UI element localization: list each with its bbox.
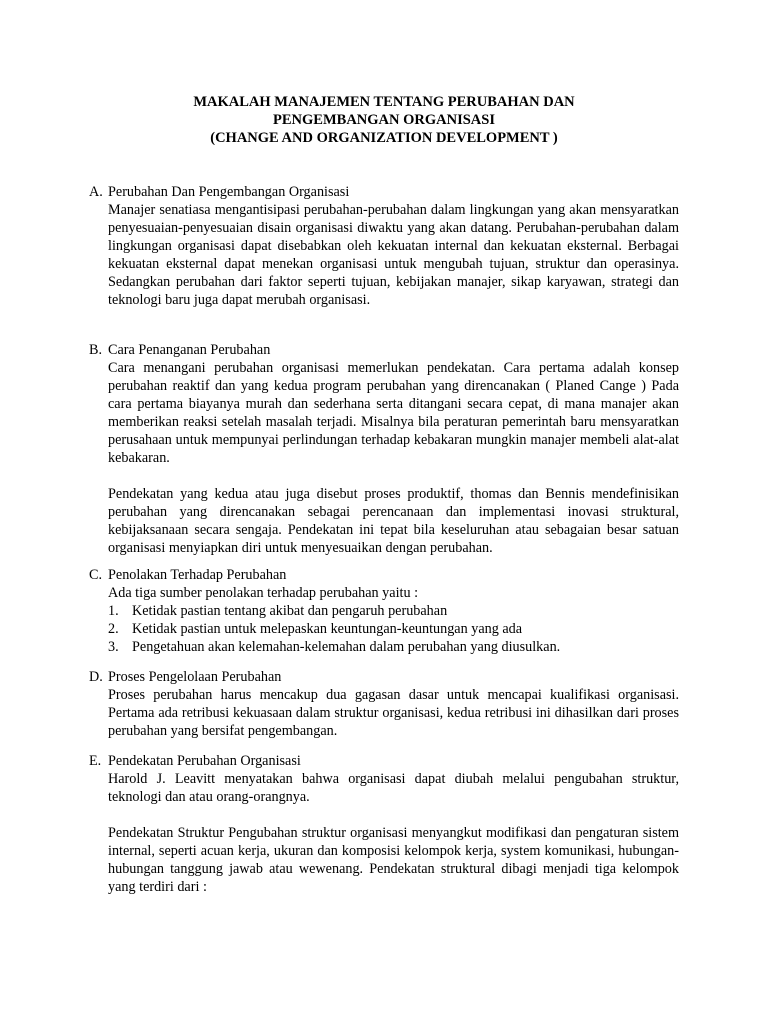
section-title: Pendekatan Perubahan Organisasi: [108, 753, 301, 769]
document-title: [0, 93, 768, 147]
list-item: [108, 620, 679, 638]
list-item: [108, 602, 679, 620]
title-line-3: (CHANGE AND ORGANIZATION DEVELOPMENT ): [210, 130, 558, 146]
section-b: [89, 341, 679, 557]
numbered-list: [108, 602, 679, 656]
list-item: [108, 638, 679, 656]
section-paragraph: Cara menangani perubahan organisasi memerlukan pendekatan. Cara pertama adalah konsep perubahan reaktif dan yang kedua program perubahan yang direncanakan ( Planed Cange ) Pada cara pertama biayanya murah dan sederhana serta ditangani secara cepat, di mana manajer akan memberikan reaksi setelah masalah terjadi. Misalnya bila peraturan pemerintah baru mensyaratkan perusahaan untuk mempunyai perlindungan terhadap kebakaran mungkin manajer membeli alat-alat kebakaran.: [108, 360, 679, 466]
section-title: Perubahan Dan Pengembangan Organisasi: [108, 184, 350, 200]
section-paragraph: Harold J. Leavitt menyatakan bahwa organisasi dapat diubah melalui pengubahan struktur, teknologi dan atau orang-orangnya.: [108, 771, 679, 805]
section-e: [89, 752, 679, 896]
section-letter: A.: [89, 184, 103, 200]
section-title: Cara Penanganan Perubahan: [108, 342, 271, 358]
section-a: [89, 183, 679, 309]
list-item-text: Ketidak pastian tentang akibat dan pengaruh perubahan: [132, 603, 448, 619]
section-title: Proses Pengelolaan Perubahan: [108, 669, 282, 685]
section-paragraph: Pendekatan Struktur Pengubahan struktur organisasi menyangkut modifikasi dan pengaturan sistem internal, seperti acuan kerja, ukuran dan komposisi kelompok kerja, system komunikasi, hubungan-hubungan tanggung jawab atau wewenang. Pendekatan struktural dibagi menjadi tiga kelompok yang terdiri dari :: [108, 825, 679, 895]
section-letter: B.: [89, 342, 103, 358]
section-d: [89, 668, 679, 740]
title-line-1: MAKALAH MANAJEMEN TENTANG PERUBAHAN DAN: [193, 94, 575, 110]
section-intro: Ada tiga sumber penolakan terhadap perubahan yaitu :: [108, 585, 419, 601]
section-letter: C.: [89, 567, 103, 583]
section-paragraph: Proses perubahan harus mencakup dua gagasan dasar untuk mencapai kualifikasi organisasi. Pertama ada retribusi kekuasaan dalam struktur organisasi, kedua retribusi ini dihasilkan dari proses perubahan yang bersifat pengembangan.: [108, 687, 679, 739]
list-item-number: 1.: [108, 603, 119, 619]
list-item-number: 2.: [108, 621, 119, 637]
section-heading: [89, 752, 679, 770]
list-item-text: Pengetahuan akan kelemahan-kelemahan dalam perubahan yang diusulkan.: [132, 639, 561, 655]
section-heading: [89, 183, 679, 201]
title-line-2: PENGEMBANGAN ORGANISASI: [273, 112, 495, 128]
section-heading: [89, 668, 679, 686]
section-paragraph: Pendekatan yang kedua atau juga disebut proses produktif, thomas dan Bennis mendefinisikan perubahan yang direncanakan sebagai perencanaan dan implementasi inovasi struktural, kebijaksanaan secara sengaja. Pendekatan ini tepat bila keseluruhan atau sebagaian besar satuan organisasi menyiapkan diri untuk menyesuaikan dengan perubahan.: [108, 486, 679, 556]
section-title: Penolakan Terhadap Perubahan: [108, 567, 287, 583]
section-paragraph: Manajer senatiasa mengantisipasi perubahan-perubahan dalam lingkungan yang akan mensyaratkan penyesuaian-penyesuaian disain organisasi diwaktu yang akan datang. Perubahan-perubahan dalam lingkungan organisasi dapat disebabkan oleh kekuatan internal dan kekuatan eksternal. Berbagai kekuatan eksternal dapat menekan organisasi untuk mengubah tujuan, struktur dan operasinya. Sedangkan perubahan dari faktor seperti tujuan, kebijakan manajer, sikap karyawan, strategi dan teknologi baru juga dapat merubah organisasi.: [108, 202, 679, 308]
list-item-text: Ketidak pastian untuk melepaskan keuntungan-keuntungan yang ada: [132, 621, 523, 637]
section-letter: D.: [89, 669, 103, 685]
section-letter: E.: [89, 753, 102, 769]
list-item-number: 3.: [108, 639, 119, 655]
section-c: [89, 566, 679, 656]
section-heading: [89, 566, 679, 584]
section-heading: [89, 341, 679, 359]
